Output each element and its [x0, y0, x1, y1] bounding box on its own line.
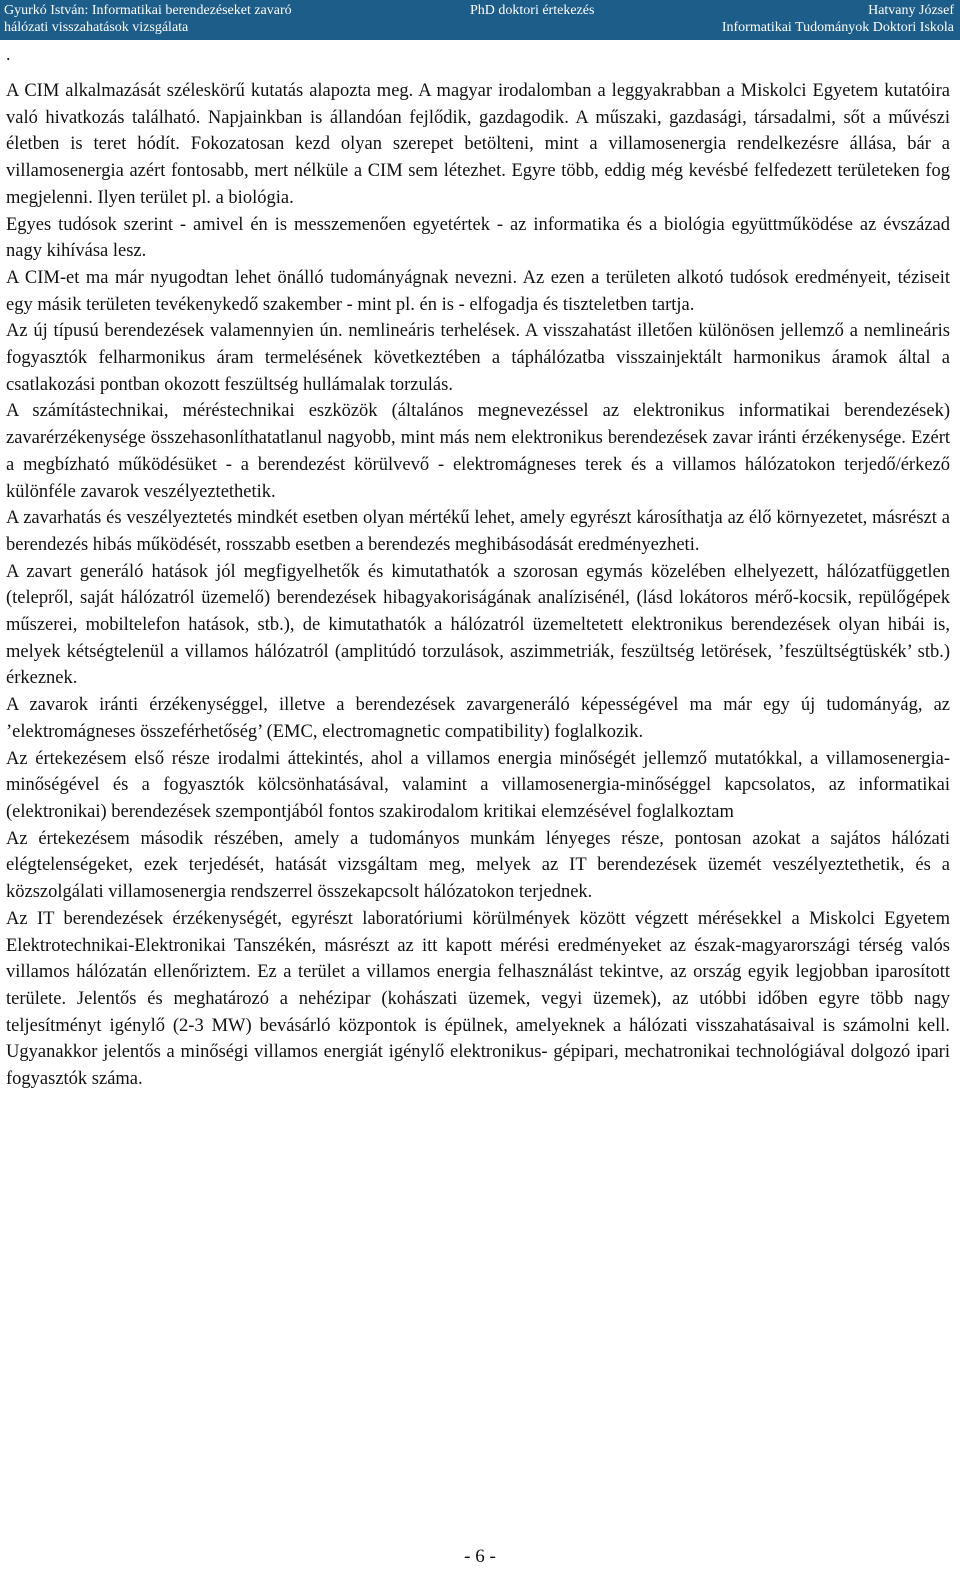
- paragraph: Az értekezésem első része irodalmi áttekintés, ahol a villamos energia minőségét jellemző mutatókkal, a villamosenergia-minőségével és a fogyasztók kölcsönhatásával, valamint a villamosenergia-minőséggel kapcsolatos, az informatikai (elektronikai) berendezések szempontjából fontos szakirodalom kritikai elemzésével foglalkoztam: [6, 748, 950, 822]
- paragraph: A CIM-et ma már nyugodtan lehet önálló tudományágnak nevezni. Az ezen a területen alkotó tudósok eredményeit, téziseit egy másik területen tevékenykedő szakember - mint pl. én is - elfogadja és tiszteletben tartja.: [6, 267, 950, 315]
- paragraph: A CIM alkalmazását széleskörű kutatás alapozta meg. A magyar irodalomban a leggyakrabban a Miskolci Egyetem kutatóira való hivatkozás található. Napjainkban is állandóan fejlődik, gazdagodik. A műszaki, gazdasági, társadalmi, sőt a művészi életben is teret hódít. Fokozatosan kezd olyan szerepet betölteni, mint a villamosenergia rendelkezésre állása, bár a villamosenergia azért fontosabb, mert nélküle a CIM sem létezhet. Egyre több, eddig még kevésbé felfedezett területeken fog megjelenni. Ilyen terület pl. a biológia.: [6, 81, 950, 208]
- paragraph: A számítástechnikai, méréstechnikai eszközök (általános megnevezéssel az elektronikus informatikai berendezések) zavarérzékenysége összehasonlíthatatlanul nagyobb, mint más nem elektronikus berendezések zavar iránti érzékenysége. Ezért a megbízható működésüket - a berendezést körülvevő - elektromágneses terek és a villamos hálózatokon terjedő/érkező különféle zavarok veszélyeztethetik.: [6, 401, 950, 502]
- header-document-type: PhD doktori értekezés: [470, 3, 595, 18]
- paragraph: Az IT berendezések érzékenységét, egyrészt laboratóriumi körülmények között végzett mérésekkel a Miskolci Egyetem Elektrotechnikai-Elektronikai Tanszékén, másrészt az itt kapott mérési eredményeket az észak-magyarországi térség valós villamos hálózatán ellenőriztem. Ez a terület a villamos energia felhasználást tekintve, az ország egyik legjobban iparosított területe. Jelentős és meghatározó a nehézipar (kohászati üzemek, vegyi üzemek), az utóbbi időben egyre több nagy teljesítményt igénylő (2-3 MW) bevásárló központok is épülnek, amelyeknek a hálózati visszahatásaival is számolni kell. Ugyanakkor jelentős a minőségi villamos energiát igénylő elektronikus- gépipari, mechatronikai technológiával dolgozó ipari fogyasztók száma.: [6, 908, 950, 1090]
- header-left-line2: hálózati visszahatások vizsgálata: [4, 20, 189, 35]
- header-author-title: [4, 2, 292, 36]
- header-school: [722, 2, 954, 36]
- paragraph: Egyes tudósok szerint - amivel én is messzemenően egyetértek - az informatika és a biológia együttműködése az évszázad nagy kihívása lesz.: [6, 214, 950, 262]
- paragraph: Az értekezésem második részében, amely a tudományos munkám lényeges része, pontosan azokat a sajátos hálózati elégtelenségeket, ezek terjedését, hatását vizsgáltam meg, melyek az IT berendezések üzemét veszélyeztethetik, és a közszolgálati villamosenergia rendszerrel összekapcsolt hálózatokon terjednek.: [6, 828, 950, 903]
- page-number: - 6 -: [464, 1546, 496, 1567]
- header-right-line2: Informatikai Tudományok Doktori Iskola: [721, 20, 954, 35]
- body-text: [6, 78, 950, 1093]
- header-left-line1: Gyurkó István: Informatikai berendezéseket zavaró: [4, 3, 292, 18]
- paragraph: Az új típusú berendezések valamennyien ún. nemlineáris terhelések. A visszahatást illetően különösen jellemző a nemlineáris fogyasztók felharmonikus áram termelésének következtében a táphálózatba visszainjektált harmonikus áramok által a csatlakozási pontban okozott feszültség hullámalak torzulás.: [6, 321, 950, 395]
- marker-dot: .: [6, 44, 11, 64]
- header-right-line1: Hatvany József: [868, 3, 954, 18]
- paragraph: A zavarhatás és veszélyeztetés mindkét esetben olyan mértékű lehet, amely egyrészt károsíthatja az élő környezetet, másrészt a berendezés hibás működését, rosszabb esetben a berendezés meghibásodását eredményezheti.: [6, 508, 950, 555]
- paragraph: A zavart generáló hatások jól megfigyelhetők és kimutathatók a szorosan egymás közelében elhelyezett, hálózatfüggetlen (telepről, saját hálózatról üzemelő) berendezések hibagyakoriságának analízisénél, (lásd lokátoros mérő-kocsik, repülőgépek műszerei, mobiltelefon hatások, stb.), de kimutathatók a hálózatról üzemeltetett elektronikus berendezések olyan hibái is, melyek kétségtelenül a villamos hálózatról (amplitúdó torzulások, aszimmetriák, feszültség letörések, ’feszültségtüskék’ stb.) érkeznek.: [6, 561, 950, 689]
- page-header: [0, 0, 960, 40]
- paragraph: A zavarok iránti érzékenységgel, illetve a berendezések zavargeneráló képességével ma már egy új tudományág, az ’elektromágneses összeférhetőség’ (EMC, electromagnetic compatibility) foglalkozik.: [6, 695, 950, 742]
